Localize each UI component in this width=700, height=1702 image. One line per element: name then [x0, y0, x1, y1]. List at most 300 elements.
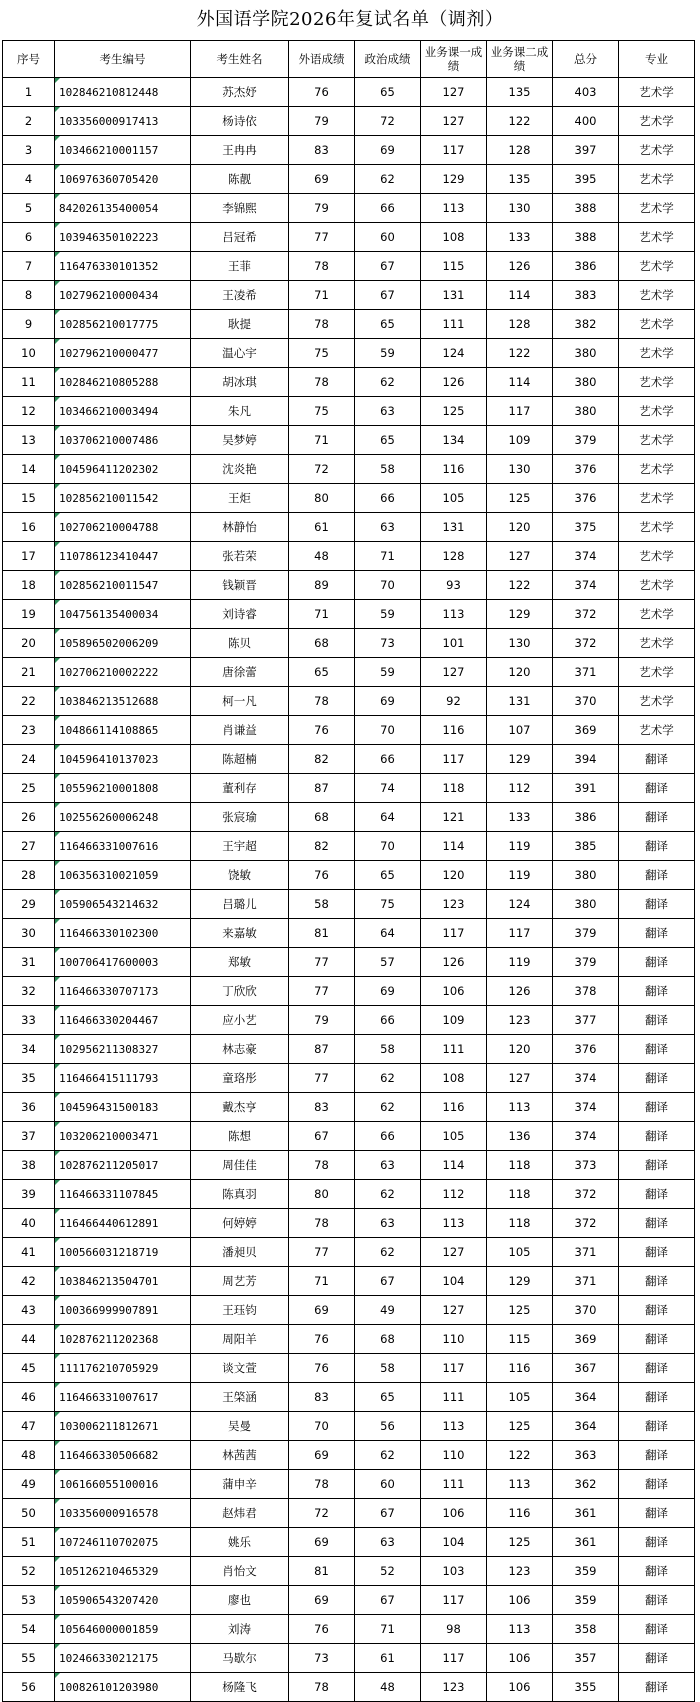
cell-major: 翻译	[619, 774, 695, 803]
cell-no: 23	[3, 716, 55, 745]
cell-name: 周佳佳	[191, 1151, 289, 1180]
cell-name: 饶敏	[191, 861, 289, 890]
cell-total: 403	[553, 78, 619, 107]
cell-total: 374	[553, 1122, 619, 1151]
table-row	[3, 832, 695, 861]
cell-politics: 63	[355, 397, 421, 426]
cell-name: 吴梦婷	[191, 426, 289, 455]
cell-major: 翻译	[619, 977, 695, 1006]
cell-foreign: 76	[289, 78, 355, 107]
cell-politics: 67	[355, 1586, 421, 1615]
cell-no: 38	[3, 1151, 55, 1180]
cell-course1: 127	[421, 78, 487, 107]
cell-code: 102796210000434	[55, 281, 191, 310]
table-row	[3, 136, 695, 165]
cell-total: 374	[553, 1093, 619, 1122]
cell-no: 43	[3, 1296, 55, 1325]
table-row	[3, 310, 695, 339]
cell-course2: 122	[487, 107, 553, 136]
cell-total: 374	[553, 1064, 619, 1093]
cell-foreign: 71	[289, 1267, 355, 1296]
cell-no: 29	[3, 890, 55, 919]
cell-code: 100566031218719	[55, 1238, 191, 1267]
cell-code: 107246110702075	[55, 1528, 191, 1557]
table-row	[3, 1064, 695, 1093]
cell-course2: 127	[487, 542, 553, 571]
cell-no: 27	[3, 832, 55, 861]
cell-major: 翻译	[619, 803, 695, 832]
table-row	[3, 339, 695, 368]
cell-major: 翻译	[619, 1296, 695, 1325]
cell-code: 105906543214632	[55, 890, 191, 919]
cell-no: 41	[3, 1238, 55, 1267]
cell-foreign: 89	[289, 571, 355, 600]
table-row	[3, 1557, 695, 1586]
cell-total: 361	[553, 1528, 619, 1557]
header-total: 总分	[553, 41, 619, 78]
cell-course1: 118	[421, 774, 487, 803]
cell-course2: 135	[487, 78, 553, 107]
cell-code: 103946350102223	[55, 223, 191, 252]
cell-politics: 65	[355, 310, 421, 339]
cell-total: 376	[553, 1035, 619, 1064]
cell-code: 105646000001859	[55, 1615, 191, 1644]
cell-no: 9	[3, 310, 55, 339]
cell-total: 363	[553, 1441, 619, 1470]
table-row	[3, 1470, 695, 1499]
cell-code: 116466331007616	[55, 832, 191, 861]
cell-no: 49	[3, 1470, 55, 1499]
cell-code: 102466330212175	[55, 1644, 191, 1673]
cell-name: 杨隆飞	[191, 1673, 289, 1702]
cell-major: 艺术学	[619, 426, 695, 455]
cell-no: 44	[3, 1325, 55, 1354]
cell-code: 102706210004788	[55, 513, 191, 542]
cell-politics: 59	[355, 600, 421, 629]
cell-name: 潘昶贝	[191, 1238, 289, 1267]
cell-politics: 67	[355, 1499, 421, 1528]
cell-name: 赵炜君	[191, 1499, 289, 1528]
cell-foreign: 71	[289, 426, 355, 455]
table-row	[3, 1441, 695, 1470]
cell-major: 翻译	[619, 1209, 695, 1238]
table-row	[3, 1499, 695, 1528]
header-name: 考生姓名	[191, 41, 289, 78]
cell-major: 艺术学	[619, 339, 695, 368]
cell-total: 385	[553, 832, 619, 861]
cell-course2: 122	[487, 571, 553, 600]
table-row	[3, 890, 695, 919]
cell-code: 100826101203980	[55, 1673, 191, 1702]
cell-foreign: 78	[289, 1673, 355, 1702]
cell-code: 116466330102300	[55, 919, 191, 948]
cell-politics: 64	[355, 919, 421, 948]
cell-course2: 120	[487, 1035, 553, 1064]
cell-total: 374	[553, 571, 619, 600]
cell-course1: 105	[421, 1122, 487, 1151]
cell-name: 林静怡	[191, 513, 289, 542]
cell-course2: 126	[487, 252, 553, 281]
cell-total: 371	[553, 1238, 619, 1267]
table-row	[3, 165, 695, 194]
cell-course2: 128	[487, 310, 553, 339]
cell-major: 艺术学	[619, 194, 695, 223]
cell-total: 391	[553, 774, 619, 803]
cell-code: 102876211202368	[55, 1325, 191, 1354]
cell-course1: 124	[421, 339, 487, 368]
cell-total: 380	[553, 368, 619, 397]
cell-major: 翻译	[619, 745, 695, 774]
table-row	[3, 252, 695, 281]
cell-total: 374	[553, 542, 619, 571]
cell-code: 110786123410447	[55, 542, 191, 571]
cell-no: 14	[3, 455, 55, 484]
cell-politics: 58	[355, 1035, 421, 1064]
cell-no: 10	[3, 339, 55, 368]
cell-no: 16	[3, 513, 55, 542]
cell-total: 386	[553, 252, 619, 281]
cell-name: 姚乐	[191, 1528, 289, 1557]
page-title: 外国语学院2026年复试名单（调剂）	[196, 9, 504, 30]
cell-name: 陈超楠	[191, 745, 289, 774]
cell-course1: 106	[421, 977, 487, 1006]
cell-no: 36	[3, 1093, 55, 1122]
table-row	[3, 1209, 695, 1238]
cell-politics: 69	[355, 977, 421, 1006]
cell-no: 52	[3, 1557, 55, 1586]
cell-major: 艺术学	[619, 571, 695, 600]
cell-foreign: 79	[289, 1006, 355, 1035]
cell-major: 翻译	[619, 1064, 695, 1093]
cell-major: 艺术学	[619, 716, 695, 745]
cell-major: 艺术学	[619, 513, 695, 542]
table-row	[3, 629, 695, 658]
cell-no: 32	[3, 977, 55, 1006]
cell-politics: 59	[355, 658, 421, 687]
cell-politics: 62	[355, 1441, 421, 1470]
cell-code: 116466330707173	[55, 977, 191, 1006]
cell-course2: 125	[487, 1528, 553, 1557]
cell-code: 103466210003494	[55, 397, 191, 426]
cell-code: 842026135400054	[55, 194, 191, 223]
table-row	[3, 1528, 695, 1557]
cell-course2: 106	[487, 1673, 553, 1702]
cell-course2: 113	[487, 1093, 553, 1122]
cell-course1: 111	[421, 1383, 487, 1412]
cell-course2: 120	[487, 513, 553, 542]
header-foreign: 外语成绩	[289, 41, 355, 78]
cell-foreign: 69	[289, 1441, 355, 1470]
table-row	[3, 78, 695, 107]
cell-code: 104596431500183	[55, 1093, 191, 1122]
cell-course2: 106	[487, 1644, 553, 1673]
cell-name: 郑敏	[191, 948, 289, 977]
cell-course2: 133	[487, 223, 553, 252]
cell-course1: 116	[421, 455, 487, 484]
cell-course1: 111	[421, 310, 487, 339]
cell-politics: 63	[355, 1528, 421, 1557]
cell-no: 34	[3, 1035, 55, 1064]
cell-major: 翻译	[619, 1325, 695, 1354]
header-course2: 业务课二成绩	[487, 41, 553, 78]
cell-course1: 110	[421, 1441, 487, 1470]
cell-name: 蒲申辛	[191, 1470, 289, 1499]
cell-name: 张宸瑜	[191, 803, 289, 832]
cell-course1: 131	[421, 513, 487, 542]
cell-total: 372	[553, 629, 619, 658]
cell-foreign: 77	[289, 948, 355, 977]
table-row	[3, 513, 695, 542]
cell-major: 翻译	[619, 890, 695, 919]
table-row	[3, 1586, 695, 1615]
cell-politics: 66	[355, 1122, 421, 1151]
cell-code: 102556260006248	[55, 803, 191, 832]
table-row	[3, 1267, 695, 1296]
cell-code: 102706210002222	[55, 658, 191, 687]
cell-major: 翻译	[619, 1122, 695, 1151]
cell-foreign: 72	[289, 455, 355, 484]
cell-code: 103846213504701	[55, 1267, 191, 1296]
cell-major: 艺术学	[619, 658, 695, 687]
cell-course2: 114	[487, 281, 553, 310]
cell-foreign: 83	[289, 136, 355, 165]
cell-course1: 105	[421, 484, 487, 513]
cell-name: 杨诗依	[191, 107, 289, 136]
cell-name: 刘诗睿	[191, 600, 289, 629]
cell-no: 30	[3, 919, 55, 948]
cell-politics: 70	[355, 832, 421, 861]
cell-foreign: 83	[289, 1093, 355, 1122]
cell-course2: 136	[487, 1122, 553, 1151]
cell-foreign: 68	[289, 629, 355, 658]
cell-politics: 66	[355, 1006, 421, 1035]
cell-foreign: 69	[289, 1528, 355, 1557]
cell-major: 翻译	[619, 1238, 695, 1267]
cell-total: 369	[553, 716, 619, 745]
cell-foreign: 78	[289, 1209, 355, 1238]
cell-politics: 56	[355, 1412, 421, 1441]
cell-name: 钱颖晋	[191, 571, 289, 600]
cell-foreign: 69	[289, 1586, 355, 1615]
cell-name: 董利存	[191, 774, 289, 803]
cell-foreign: 77	[289, 977, 355, 1006]
cell-code: 102876211205017	[55, 1151, 191, 1180]
cell-course2: 135	[487, 165, 553, 194]
table-row	[3, 977, 695, 1006]
cell-major: 艺术学	[619, 687, 695, 716]
cell-major: 翻译	[619, 1093, 695, 1122]
cell-foreign: 77	[289, 1238, 355, 1267]
cell-name: 陈想	[191, 1122, 289, 1151]
cell-code: 100706417600003	[55, 948, 191, 977]
cell-foreign: 87	[289, 774, 355, 803]
cell-course1: 113	[421, 194, 487, 223]
cell-course1: 121	[421, 803, 487, 832]
table-row	[3, 1006, 695, 1035]
cell-name: 周阳羊	[191, 1325, 289, 1354]
table-row	[3, 194, 695, 223]
cell-course1: 127	[421, 658, 487, 687]
cell-course2: 125	[487, 484, 553, 513]
cell-no: 25	[3, 774, 55, 803]
cell-code: 102956211308327	[55, 1035, 191, 1064]
cell-course2: 113	[487, 1470, 553, 1499]
cell-no: 24	[3, 745, 55, 774]
cell-major: 翻译	[619, 1441, 695, 1470]
cell-politics: 57	[355, 948, 421, 977]
table-row	[3, 948, 695, 977]
cell-code: 103706210007486	[55, 426, 191, 455]
cell-no: 53	[3, 1586, 55, 1615]
cell-course1: 127	[421, 1238, 487, 1267]
cell-course1: 104	[421, 1267, 487, 1296]
cell-code: 102846210805288	[55, 368, 191, 397]
cell-politics: 65	[355, 1383, 421, 1412]
cell-foreign: 80	[289, 484, 355, 513]
cell-no: 28	[3, 861, 55, 890]
cell-name: 王棨涵	[191, 1383, 289, 1412]
candidate-table	[2, 40, 695, 1702]
cell-politics: 63	[355, 1151, 421, 1180]
cell-no: 40	[3, 1209, 55, 1238]
cell-politics: 68	[355, 1325, 421, 1354]
cell-code: 116466331007617	[55, 1383, 191, 1412]
cell-politics: 71	[355, 542, 421, 571]
cell-politics: 62	[355, 1180, 421, 1209]
cell-foreign: 76	[289, 861, 355, 890]
cell-name: 吕璐儿	[191, 890, 289, 919]
cell-politics: 65	[355, 78, 421, 107]
cell-total: 358	[553, 1615, 619, 1644]
cell-course1: 92	[421, 687, 487, 716]
cell-foreign: 76	[289, 716, 355, 745]
cell-major: 翻译	[619, 1470, 695, 1499]
cell-foreign: 71	[289, 600, 355, 629]
cell-course1: 103	[421, 1557, 487, 1586]
cell-name: 王冉冉	[191, 136, 289, 165]
cell-no: 17	[3, 542, 55, 571]
cell-foreign: 79	[289, 194, 355, 223]
cell-no: 3	[3, 136, 55, 165]
cell-politics: 63	[355, 513, 421, 542]
cell-name: 王菲	[191, 252, 289, 281]
cell-major: 艺术学	[619, 78, 695, 107]
cell-course1: 116	[421, 1093, 487, 1122]
cell-name: 王宇超	[191, 832, 289, 861]
cell-course2: 117	[487, 397, 553, 426]
cell-politics: 75	[355, 890, 421, 919]
cell-course1: 110	[421, 1325, 487, 1354]
cell-foreign: 75	[289, 397, 355, 426]
cell-no: 54	[3, 1615, 55, 1644]
cell-major: 翻译	[619, 1151, 695, 1180]
cell-foreign: 77	[289, 223, 355, 252]
cell-no: 21	[3, 658, 55, 687]
table-row	[3, 1151, 695, 1180]
cell-major: 艺术学	[619, 484, 695, 513]
cell-major: 艺术学	[619, 310, 695, 339]
cell-total: 355	[553, 1673, 619, 1702]
table-row	[3, 774, 695, 803]
cell-course2: 123	[487, 1557, 553, 1586]
cell-no: 8	[3, 281, 55, 310]
cell-foreign: 72	[289, 1499, 355, 1528]
cell-course2: 128	[487, 136, 553, 165]
cell-course2: 107	[487, 716, 553, 745]
cell-total: 376	[553, 455, 619, 484]
cell-course1: 117	[421, 1354, 487, 1383]
table-row	[3, 1296, 695, 1325]
header-code: 考生编号	[55, 41, 191, 78]
cell-course2: 112	[487, 774, 553, 803]
cell-total: 372	[553, 600, 619, 629]
cell-total: 359	[553, 1586, 619, 1615]
cell-course2: 130	[487, 194, 553, 223]
cell-total: 383	[553, 281, 619, 310]
cell-no: 42	[3, 1267, 55, 1296]
header-course1: 业务课一成绩	[421, 41, 487, 78]
cell-course2: 130	[487, 629, 553, 658]
cell-course1: 117	[421, 1644, 487, 1673]
cell-foreign: 65	[289, 658, 355, 687]
cell-course2: 116	[487, 1499, 553, 1528]
cell-name: 陈真羽	[191, 1180, 289, 1209]
cell-no: 56	[3, 1673, 55, 1702]
cell-course2: 109	[487, 426, 553, 455]
cell-politics: 63	[355, 1209, 421, 1238]
cell-foreign: 82	[289, 745, 355, 774]
cell-politics: 62	[355, 368, 421, 397]
cell-course2: 122	[487, 339, 553, 368]
header-no: 序号	[3, 41, 55, 78]
table-row	[3, 745, 695, 774]
cell-code: 106976360705420	[55, 165, 191, 194]
cell-course1: 129	[421, 165, 487, 194]
cell-course1: 131	[421, 281, 487, 310]
table-row	[3, 1644, 695, 1673]
cell-total: 364	[553, 1412, 619, 1441]
cell-politics: 72	[355, 107, 421, 136]
cell-politics: 58	[355, 1354, 421, 1383]
cell-course1: 113	[421, 1412, 487, 1441]
cell-politics: 67	[355, 1267, 421, 1296]
cell-course2: 131	[487, 687, 553, 716]
cell-course1: 98	[421, 1615, 487, 1644]
table-row	[3, 455, 695, 484]
cell-total: 379	[553, 948, 619, 977]
cell-major: 翻译	[619, 1412, 695, 1441]
cell-course1: 117	[421, 745, 487, 774]
table-row	[3, 571, 695, 600]
cell-name: 肖谦益	[191, 716, 289, 745]
cell-name: 吕冠希	[191, 223, 289, 252]
cell-code: 103356000916578	[55, 1499, 191, 1528]
cell-course2: 120	[487, 658, 553, 687]
table-row	[3, 716, 695, 745]
cell-total: 373	[553, 1151, 619, 1180]
table-row	[3, 1383, 695, 1412]
cell-no: 22	[3, 687, 55, 716]
cell-no: 46	[3, 1383, 55, 1412]
cell-politics: 67	[355, 281, 421, 310]
table-row	[3, 1122, 695, 1151]
cell-foreign: 78	[289, 252, 355, 281]
cell-course1: 117	[421, 136, 487, 165]
cell-code: 100366999907891	[55, 1296, 191, 1325]
cell-name: 沈炎艳	[191, 455, 289, 484]
cell-total: 372	[553, 1209, 619, 1238]
cell-major: 翻译	[619, 1035, 695, 1064]
